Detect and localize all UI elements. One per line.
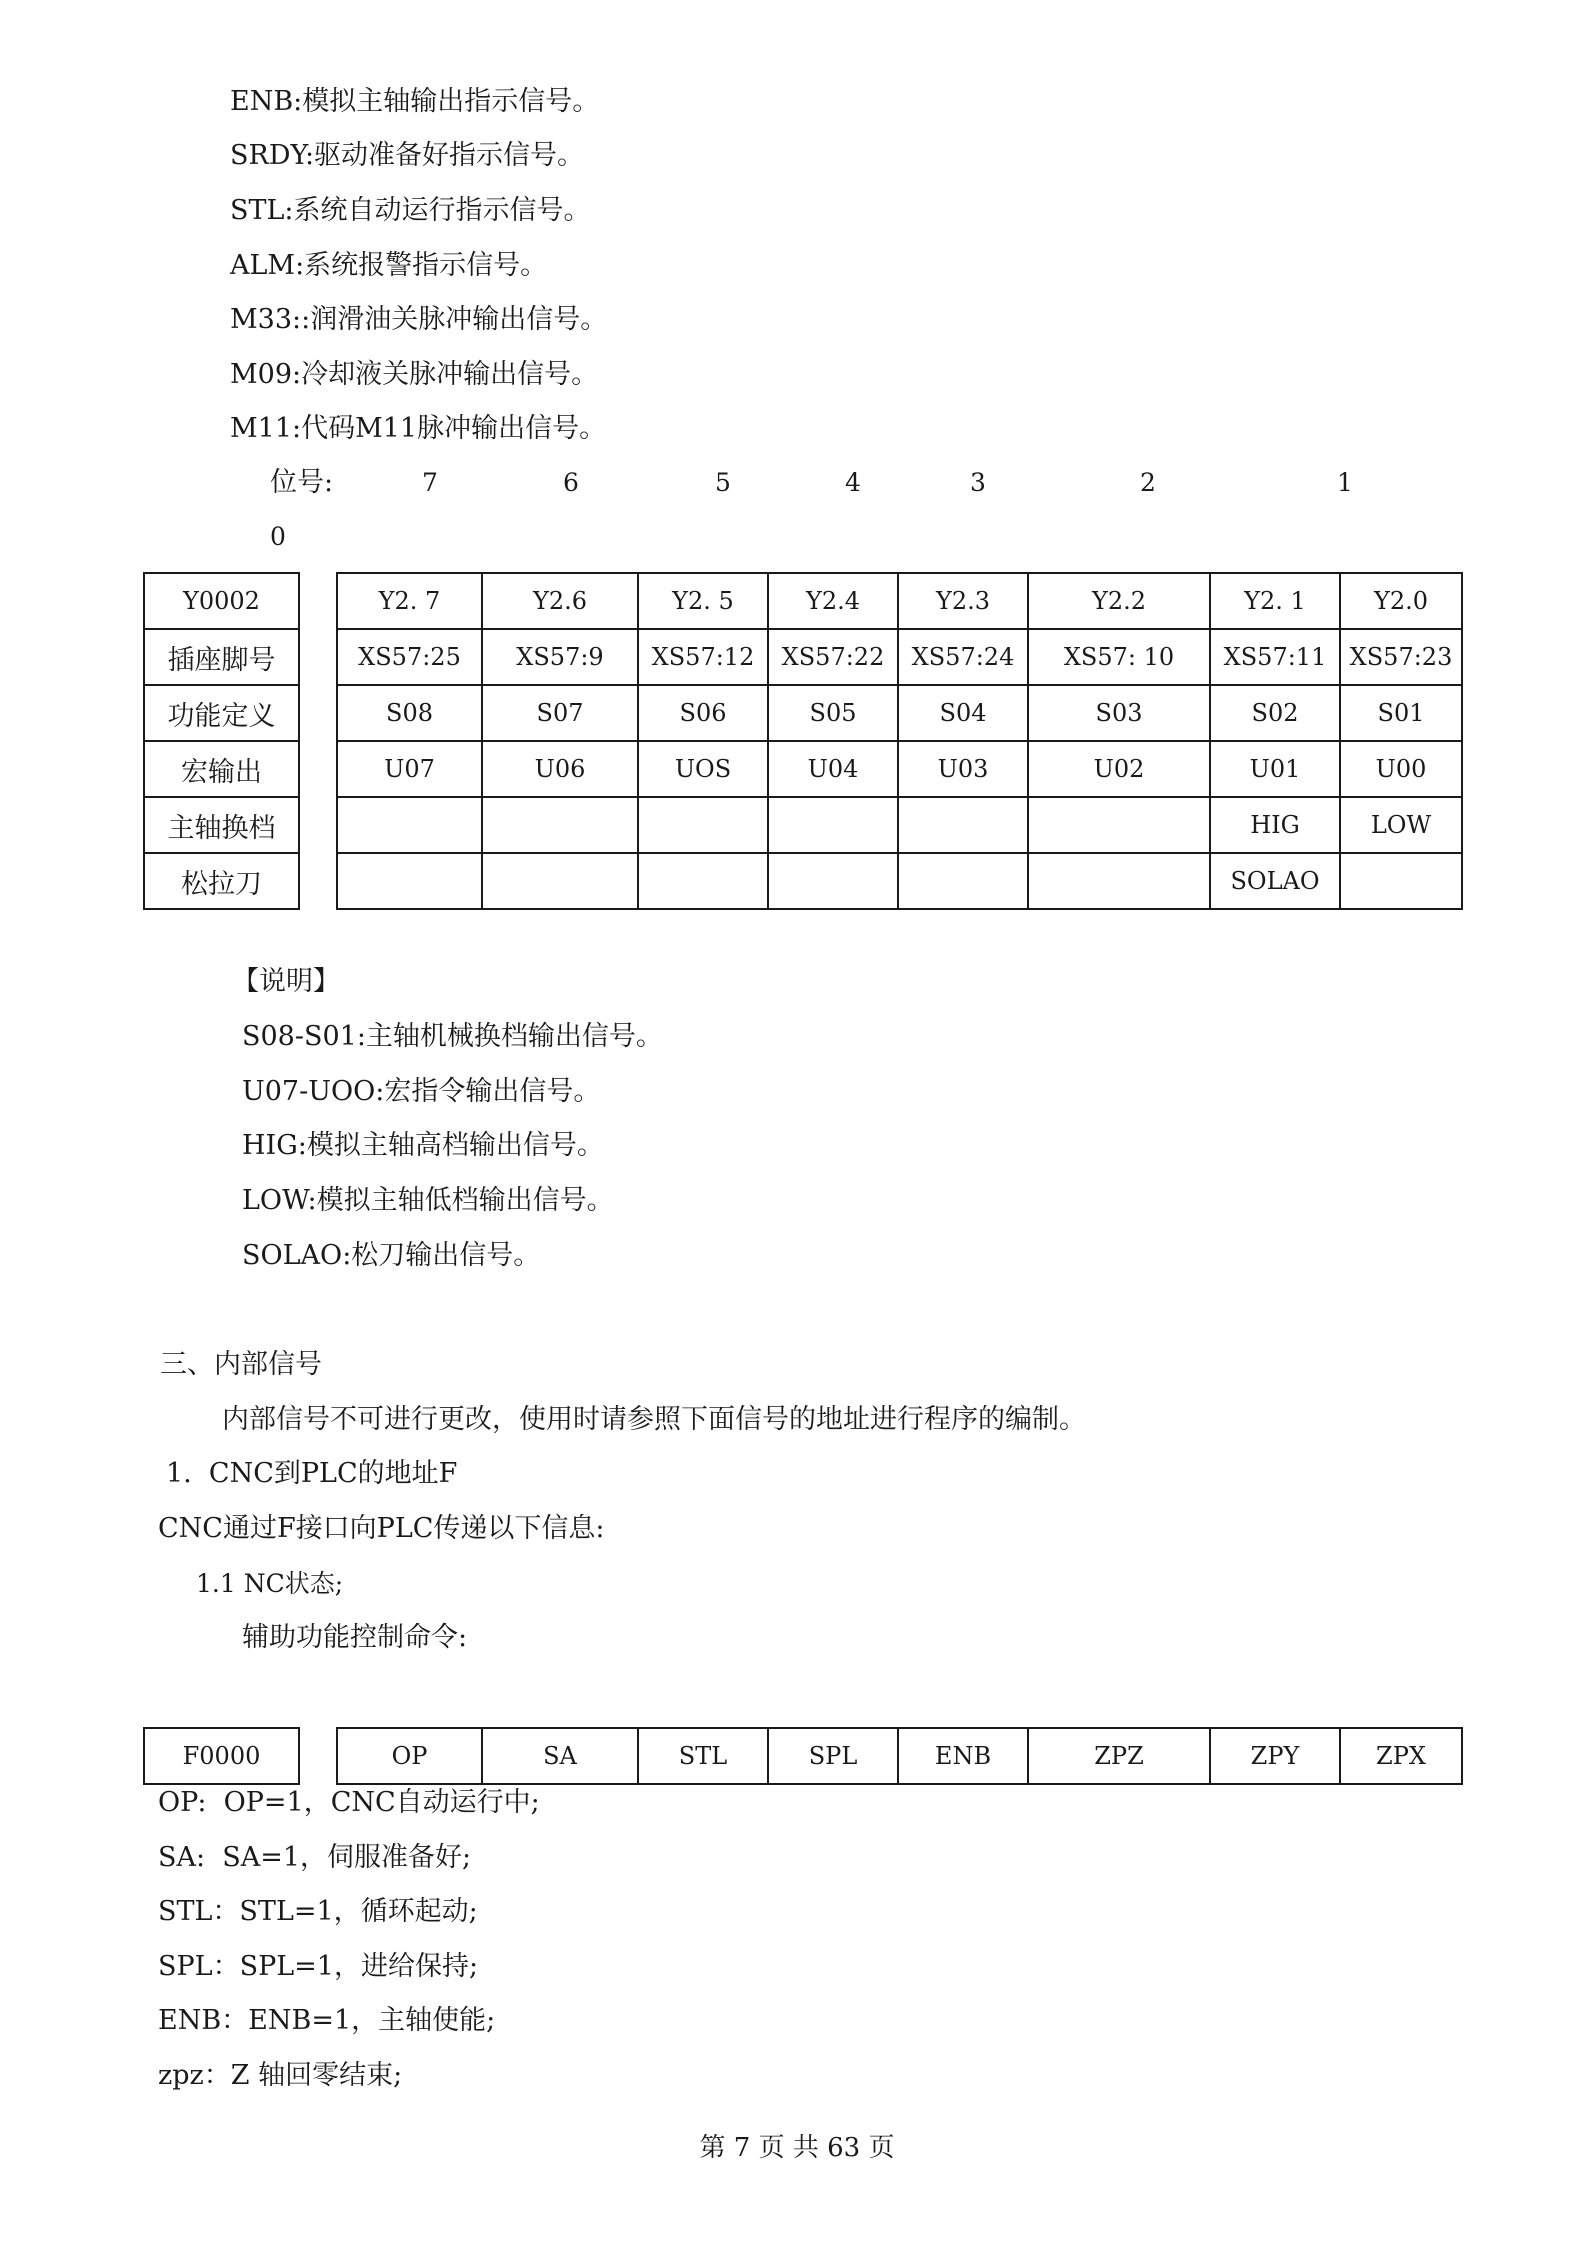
table-cell: S04 [898,685,1028,741]
table-cell: Y2.2 [1028,573,1210,629]
table-cell [898,797,1028,853]
table-cell: XS57:22 [768,629,898,685]
table-cell: STL [638,1728,768,1784]
table-cell [898,853,1028,909]
f-desc-line: ENB：ENB=1，主轴使能; [158,2005,496,2036]
signal-line: STL:系统自动运行指示信号。 [230,195,591,226]
table-cell: U07 [337,741,482,797]
table-cell: ENB [898,1728,1028,1784]
table-cell [1028,797,1210,853]
bit-number: 2 [1140,468,1156,497]
table-cell [1028,853,1210,909]
f-desc-line: STL：STL=1，循环起动; [158,1896,478,1927]
table-cell: LOW [1340,797,1462,853]
table-cell: U00 [1340,741,1462,797]
table-cell: SA [482,1728,638,1784]
table-cell [638,797,768,853]
table-cell: Y2. 1 [1210,573,1340,629]
table-cell: XS57:11 [1210,629,1340,685]
table-cell: Y2. 5 [638,573,768,629]
bit-number: 1 [1337,468,1353,497]
table-row [337,853,1462,909]
note-item: U07-UOO:宏指令输出信号。 [242,1076,601,1107]
table-cell: OP [337,1728,482,1784]
page-footer: 第 7 页 共 63 页 [699,2133,895,2163]
table-cell: S07 [482,685,638,741]
table-cell: U01 [1210,741,1340,797]
table-cell: S02 [1210,685,1340,741]
table-cell: ZPZ [1028,1728,1210,1784]
table-cell: U02 [1028,741,1210,797]
f-desc-line: SA: SA=1，伺服准备好; [158,1842,472,1873]
table-row [337,741,1462,797]
row-header: Y0002 [144,573,299,629]
table-cell: S01 [1340,685,1462,741]
table-cell: HIG [1210,797,1340,853]
table-cell: U06 [482,741,638,797]
f-desc-line: zpz：Z 轴回零结束; [158,2060,403,2091]
table-row [337,629,1462,685]
section-intro: 内部信号不可进行更改，使用时请参照下面信号的地址进行程序的编制。 [222,1404,1086,1435]
table-cell: U04 [768,741,898,797]
signal-line: M33::润滑油关脉冲输出信号。 [230,304,608,335]
table-row [337,685,1462,741]
note-item: LOW:模拟主轴低档输出信号。 [242,1185,614,1216]
signal-line: ALM:系统报警指示信号。 [230,250,548,281]
table-row [337,573,1462,629]
table-cell [482,797,638,853]
row-header: 功能定义 [144,685,299,741]
bit-number: 3 [970,468,986,497]
table-cell: XS57:12 [638,629,768,685]
y-table [336,572,1463,910]
row-header: F0000 [144,1728,299,1784]
table-cell: S03 [1028,685,1210,741]
aux-label: 辅助功能控制命令: [242,1622,468,1653]
f-desc-line: OP: OP=1，CNC自动运行中; [158,1787,540,1818]
note-item: SOLAO:松刀输出信号。 [242,1240,541,1271]
note-item: S08-S01:主轴机械换档输出信号。 [242,1021,663,1052]
note-item: HIG:模拟主轴高档输出信号。 [242,1130,604,1161]
row-header: 插座脚号 [144,629,299,685]
table-cell [1340,853,1462,909]
f-table-row-header [143,1727,300,1785]
table-cell: SOLAO [1210,853,1340,909]
table-cell: S08 [337,685,482,741]
section-title: 三、内部信号 [160,1349,322,1380]
notes-heading: 【说明】 [232,966,340,997]
subsection-desc: CNC通过F接口向PLC传递以下信息: [158,1513,605,1544]
subsection-heading: 1.1 NC状态; [196,1569,344,1598]
table-cell [768,853,898,909]
signal-line: SRDY:驱动准备好指示信号。 [230,140,585,171]
table-cell: Y2.3 [898,573,1028,629]
table-cell [337,797,482,853]
row-header: 松拉刀 [144,853,299,909]
table-row [337,1728,1462,1784]
table-cell: XS57:24 [898,629,1028,685]
table-cell: XS57:23 [1340,629,1462,685]
bit-number: 6 [563,468,579,497]
table-cell: ZPY [1210,1728,1340,1784]
table-cell [768,797,898,853]
bit-number: 7 [422,468,438,497]
subsection-heading: 1. CNC到PLC的地址F [166,1458,458,1489]
table-cell [482,853,638,909]
table-cell: Y2. 7 [337,573,482,629]
signal-line: M11:代码M11脉冲输出信号。 [230,413,607,444]
f-table [336,1727,1463,1785]
bit-number: 0 [270,522,286,551]
bit-number: 4 [845,468,861,497]
table-cell: S05 [768,685,898,741]
row-header: 主轴换档 [144,797,299,853]
f-desc-line: SPL：SPL=1，进给保持; [158,1951,479,1982]
table-row [337,797,1462,853]
table-cell [337,853,482,909]
table-cell: SPL [768,1728,898,1784]
y-table-row-headers [143,572,300,910]
table-cell [638,853,768,909]
signal-line: ENB:模拟主轴输出指示信号。 [230,86,600,117]
table-cell: Y2.6 [482,573,638,629]
row-header: 宏输出 [144,741,299,797]
table-cell: U03 [898,741,1028,797]
table-cell: UOS [638,741,768,797]
table-cell: XS57:25 [337,629,482,685]
bit-number: 5 [715,468,731,497]
table-cell: S06 [638,685,768,741]
table-cell: Y2.0 [1340,573,1462,629]
table-cell: Y2.4 [768,573,898,629]
signal-line: M09:冷却液关脉冲输出信号。 [230,359,599,390]
table-cell: ZPX [1340,1728,1462,1784]
table-cell: XS57:9 [482,629,638,685]
bit-position-label: 位号: [270,467,334,498]
table-cell: XS57: 10 [1028,629,1210,685]
